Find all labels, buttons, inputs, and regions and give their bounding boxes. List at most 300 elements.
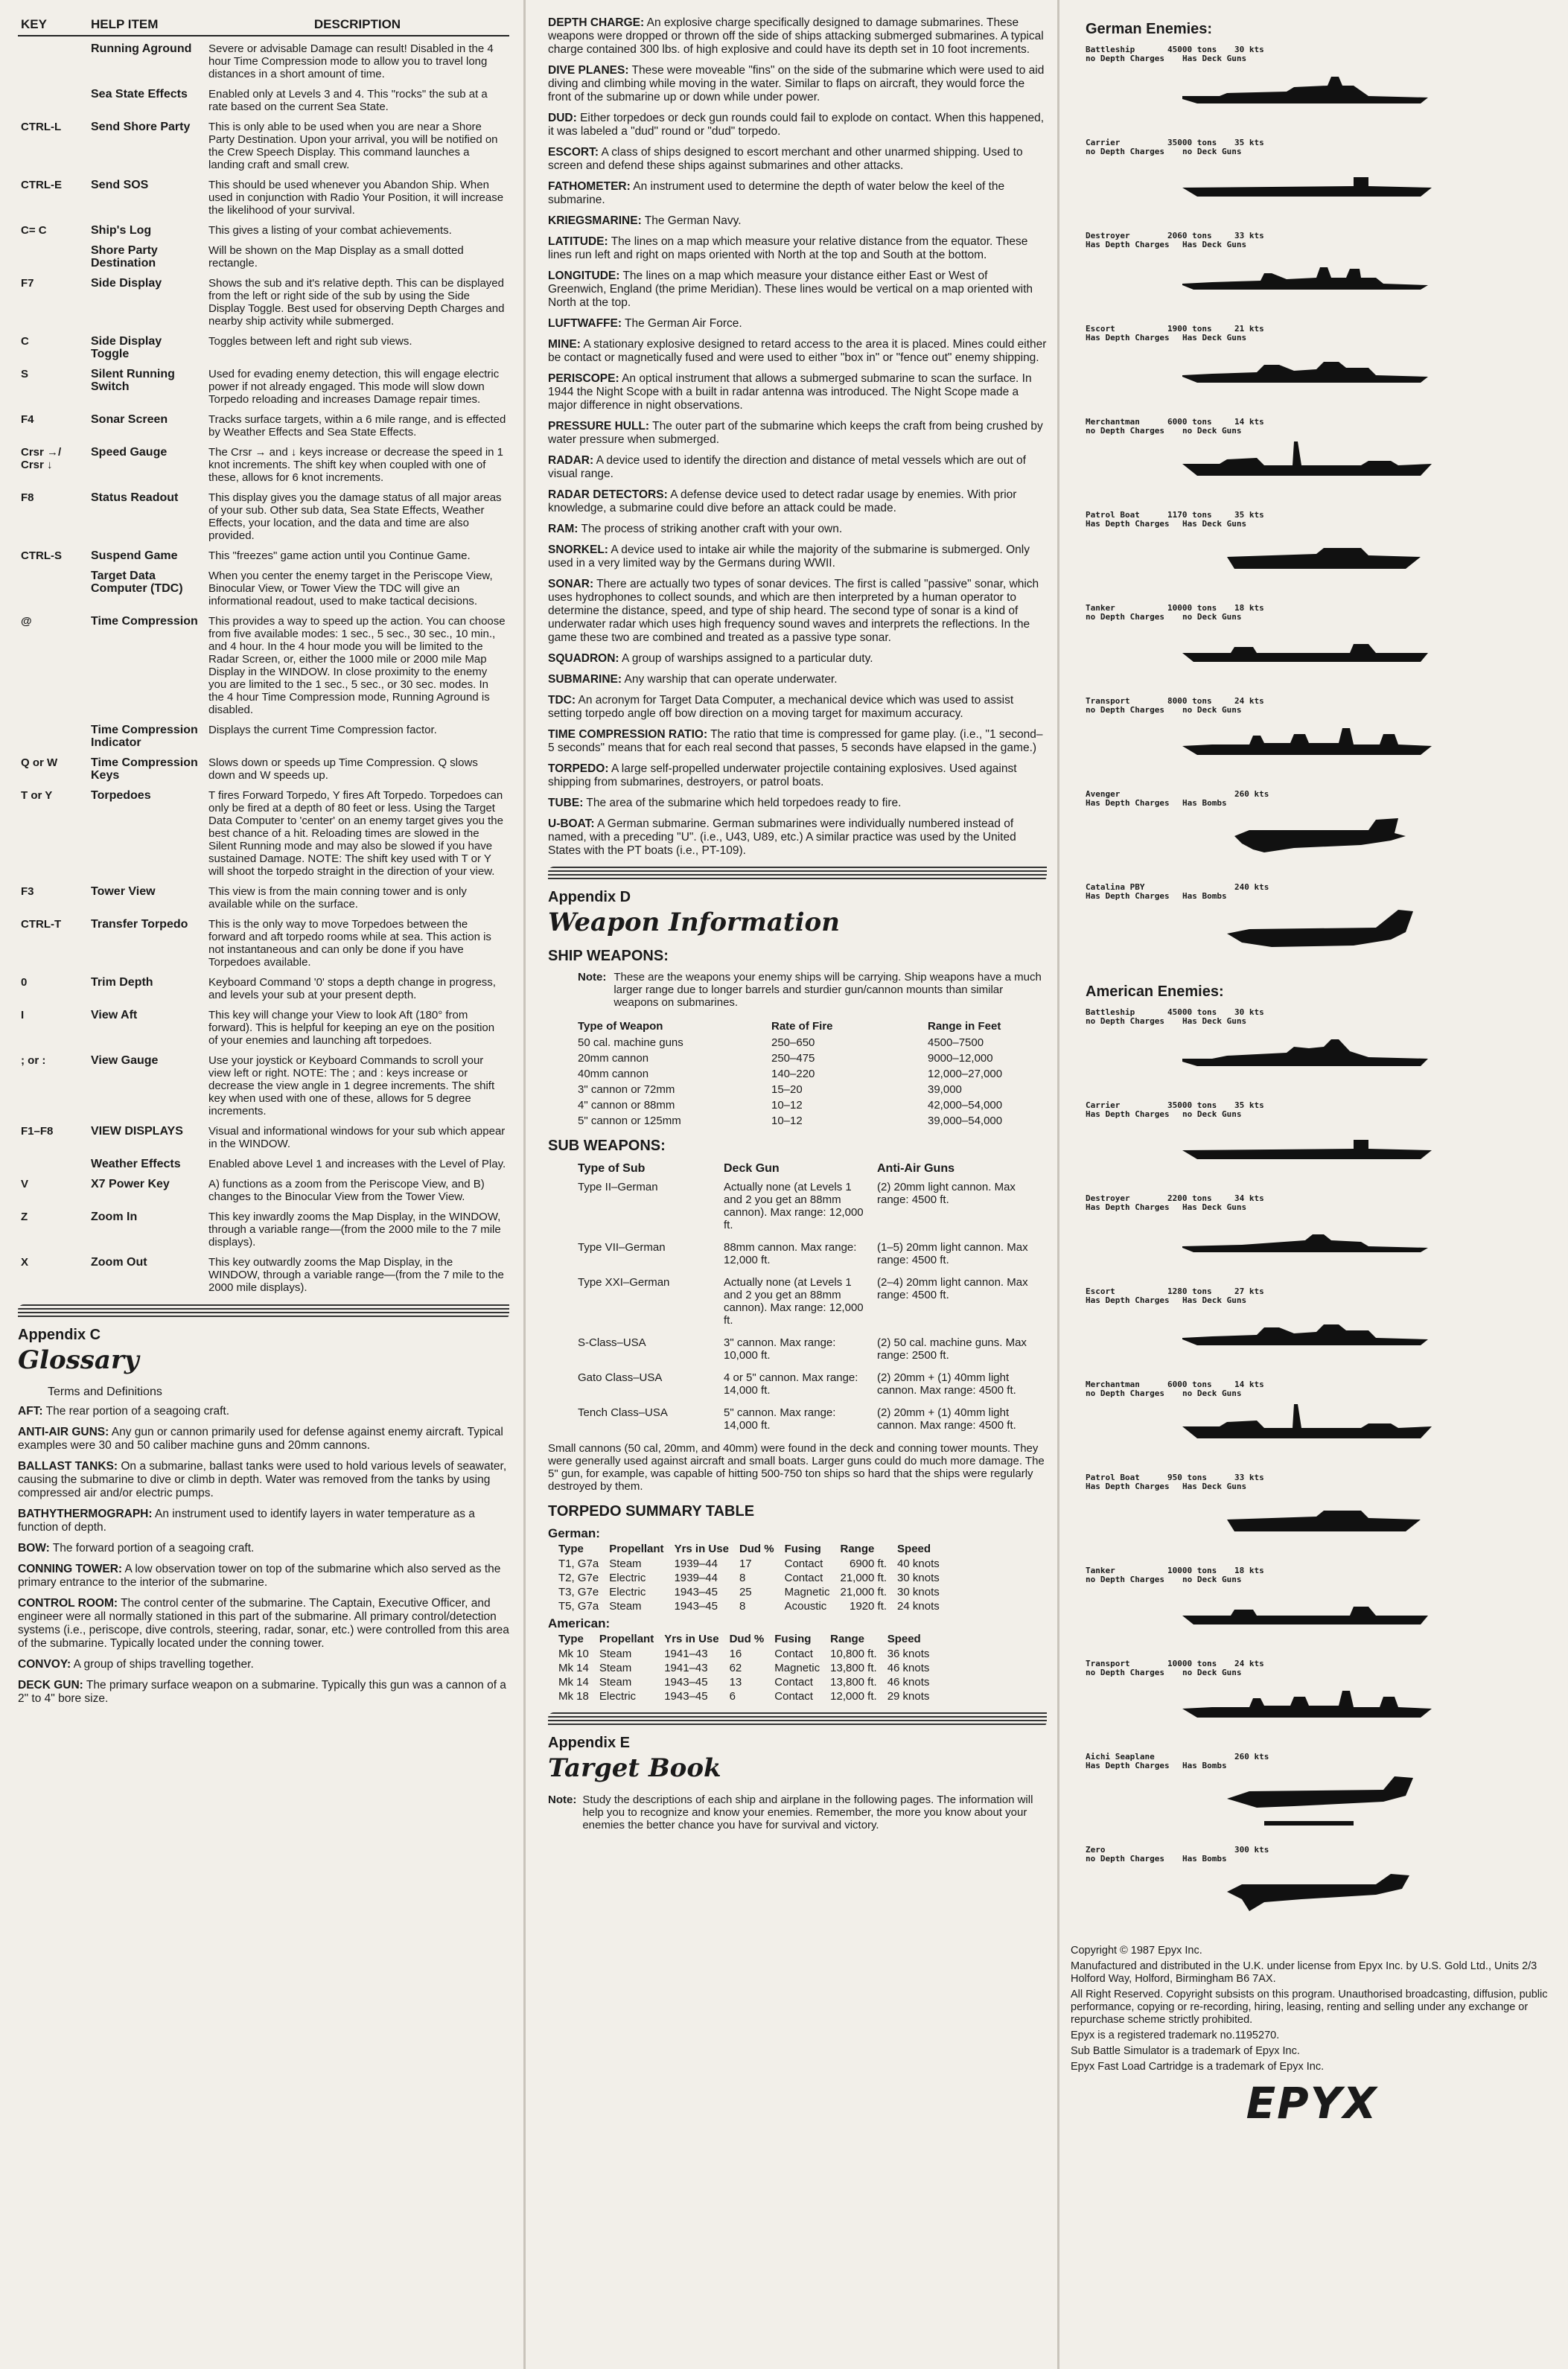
description-cell: Slows down or speeds up Time Compression. Q slows down and W speeds up. [208, 756, 478, 782]
help-item-cell: Tower View [91, 885, 156, 898]
description-cell: This is only able to be used when you are near a Shore Party Destination. Upon your arrival, you will be notified on the Crew Speech Display. This command launches a landing craft and small crew. [208, 121, 498, 171]
description-cell: Visual and informational windows for your sub which appear in the WINDOW. [208, 1125, 506, 1150]
table-cell: (2) 20mm light cannon. Max range: 4500 ft. [877, 1181, 1016, 1206]
copyright-line: Manufactured and distributed in the U.K. under license from Epyx Inc. by U.S. Gold Ltd., Units 2/3 Holford Way, Holford, Birmingham B6 7AX. [1071, 1960, 1537, 1985]
glossary-list [18, 1405, 509, 1706]
target-entry [1071, 1287, 1553, 1380]
glossary-entry [18, 1658, 509, 1671]
glossary-term: RADAR DETECTORS: [548, 488, 668, 501]
help-item-cell: Shore Party Destination [91, 244, 158, 270]
table-cell: Mk 10 [558, 1648, 589, 1660]
table-cell: 36 knots [887, 1648, 930, 1660]
target-guns: Has Bombs [1182, 1854, 1227, 1863]
description-cell: This key inwardly zooms the Map Display, in the WINDOW, through a variable range—(from the 2000 mile to the 7 mile displays). [208, 1211, 501, 1249]
help-item-cell: Ship's Log [91, 224, 152, 237]
target-depth-charges: Has Depth Charges [1086, 1109, 1170, 1119]
table-cell: 1920 ft. [850, 1600, 887, 1613]
torpedo-col-header: Speed [887, 1633, 921, 1645]
target-entry [1071, 418, 1553, 511]
table-row [578, 1404, 1054, 1439]
key-cell: I [21, 1009, 25, 1021]
target-depth-charges: no Depth Charges [1086, 426, 1164, 436]
copyright-line: Epyx is a registered trademark no.1195270. [1071, 2030, 1280, 2041]
glossary-term: TIME COMPRESSION RATIO: [548, 728, 708, 741]
target-armament [1086, 1482, 1553, 1491]
table-cell: Contact [774, 1690, 813, 1703]
key-cell: T or Y [21, 789, 53, 802]
escort-silhouette-icon [1182, 1311, 1435, 1371]
table-cell: Actually none (at Levels 1 and 2 you get an 88mm cannon). Max range: 12,000 ft. [724, 1276, 864, 1327]
carrier-silhouette-icon [1182, 162, 1435, 222]
col-type: Type of Weapon [578, 1020, 663, 1033]
help-item-cell: Time Compression Indicator [91, 724, 198, 749]
target-speed: 30 kts [1234, 45, 1264, 54]
catalina-silhouette-icon [1182, 907, 1435, 966]
description-cell: Tracks surface targets, within a 6 mile range, and is effected by Weather Effects and Sea State Effects. [208, 413, 506, 439]
description-cell: Toggles between left and right sub views. [208, 335, 412, 348]
target-speed: 35 kts [1234, 510, 1264, 520]
table-row [578, 1097, 1010, 1113]
glossary-term: TORPEDO: [548, 762, 609, 775]
help-item-cell: Sea State Effects [91, 88, 188, 101]
table-cell: 39,000 [928, 1083, 962, 1096]
help-item-cell: Side Display [91, 277, 162, 290]
description-cell: Enabled only at Levels 3 and 4. This "rocks" the sub at a rate based on the current Sea State. [208, 88, 488, 113]
description-cell: This view is from the main conning tower and is only available while on the surface. [208, 885, 467, 911]
table-row [578, 1082, 1010, 1097]
target-speed: 33 kts [1234, 1473, 1264, 1482]
target-guns: Has Deck Guns [1182, 519, 1247, 529]
note-text: Study the descriptions of each ship and airplane in the following pages. The information will help you to recognize and know your enemies. Remember, the more you know about your enemies the better chance you have for survival and victory. [582, 1794, 1033, 1831]
american-enemies-list [1071, 1008, 1553, 1939]
target-armament [1086, 799, 1553, 808]
appendix-e-label: Appendix E [548, 1735, 631, 1751]
target-armament [1086, 1855, 1553, 1863]
merchant-silhouette-icon [1182, 441, 1435, 501]
table-cell: Type II–German [578, 1181, 658, 1193]
table-row [18, 1172, 509, 1205]
table-cell: 1943–45 [674, 1600, 718, 1613]
table-cell: 10,800 ft. [830, 1648, 877, 1660]
target-depth-charges: no Depth Charges [1086, 1016, 1164, 1026]
target-tonnage: 45000 tons [1167, 45, 1217, 54]
table-row [578, 1035, 1010, 1050]
table-row [578, 1050, 1010, 1066]
note-text: These are the weapons your enemy ships will be carrying. Ship weapons have a much larger range due to longer barrels and sturdier gun/cannon mounts than similar weapons on submarines. [614, 971, 1042, 1009]
glossary-entry [548, 454, 1047, 481]
glossary-entry [548, 146, 1047, 173]
target-entry [1071, 1753, 1553, 1846]
glossary-term: BOW: [18, 1542, 50, 1555]
glossary-term: LONGITUDE: [548, 270, 620, 282]
glossary-entry [548, 372, 1047, 412]
glossary-definition: A stationary explosive designed to retard access to the area it is placed. Mines could either be contact or magnetically fused and were used to either "box in" or "fence out" enemy shipping. [548, 338, 1047, 364]
glossary-term: DIVE PLANES: [548, 64, 629, 77]
glossary-term: RADAR: [548, 454, 594, 467]
key-cell: CTRL-S [21, 549, 62, 562]
target-armament [1086, 240, 1553, 249]
glossary-term: CONNING TOWER: [18, 1563, 123, 1575]
table-row [578, 1066, 1010, 1082]
target-guns: Has Deck Guns [1182, 1016, 1247, 1026]
table-cell: Steam [609, 1600, 642, 1613]
appendix-c-title: Glossary [18, 1345, 139, 1375]
german-torpedo-table [558, 1541, 950, 1613]
glossary-definition: The process of striking another craft with your own. [581, 523, 843, 535]
target-name: Merchantman [1086, 417, 1140, 427]
table-cell: 40mm cannon [578, 1068, 649, 1080]
table-row [18, 783, 509, 879]
target-guns: no Deck Guns [1182, 1575, 1242, 1584]
target-entry [1071, 511, 1553, 604]
target-speed: 14 kts [1234, 1380, 1264, 1389]
target-depth-charges: Has Depth Charges [1086, 1202, 1170, 1212]
table-cell: 1941–43 [664, 1648, 708, 1660]
glossary-term: FATHOMETER: [548, 180, 631, 193]
glossary-definition: The primary surface weapon on a submarine. Typically this gun was a cannon of a 2" to 4" bore size. [18, 1679, 506, 1705]
description-cell: Will be shown on the Map Display as a small dotted rectangle. [208, 244, 464, 270]
target-speed: 34 kts [1234, 1193, 1264, 1203]
table-cell: 13,800 ft. [830, 1676, 877, 1689]
table-row [18, 1119, 509, 1152]
help-item-cell: Send Shore Party [91, 121, 191, 133]
glossary-definition: A class of ships designed to escort merchant and other unarmed shipping. Used to screen and defend these ships against submarines and other attacks. [548, 146, 1023, 172]
target-entry [1071, 790, 1553, 883]
glossary-entry [548, 578, 1047, 645]
copyright-block [1071, 1945, 1553, 2073]
table-cell: Electric [599, 1690, 637, 1703]
table-cell: Type XXI–German [578, 1276, 670, 1289]
description-cell: This key outwardly zooms the Map Display, in the WINDOW, through a variable range—(from the 7 mile to the 2000 mile displays). [208, 1256, 504, 1294]
table-cell: 1943–45 [664, 1676, 708, 1689]
table-row [18, 238, 509, 271]
table-cell: 1943–45 [674, 1586, 718, 1598]
table-cell: 46 knots [887, 1662, 930, 1674]
key-cell: F3 [21, 885, 34, 898]
table-row [18, 485, 509, 543]
table-row [558, 1599, 950, 1613]
seaplane-silhouette-icon [1182, 1776, 1435, 1836]
table-cell: 25 [739, 1586, 752, 1598]
table-row [18, 440, 509, 485]
col-rate: Rate of Fire [771, 1020, 833, 1033]
glossary-definition: The control center of the submarine. The Captain, Executive Officer, and engineer were all normally stationed in this part of the submarine. All primary control/detection systems (i.e., periscope, dive controls, steering, radar, sonar, etc.) were controlled from this area of the submarine. Typically located under the conning tower. [18, 1597, 509, 1650]
table-row [578, 1274, 1054, 1334]
target-guns: no Deck Guns [1182, 1109, 1242, 1119]
glossary-definition: The ratio that time is compressed for game play. (i.e., "1 second–5 seconds" means that for each real second that passes, 5 seconds have elapsed in the game.) [548, 728, 1043, 754]
target-depth-charges: no Depth Charges [1086, 1388, 1164, 1398]
avenger-silhouette-icon [1182, 814, 1435, 873]
help-item-cell: X7 Power Key [91, 1178, 170, 1190]
target-armament [1086, 892, 1553, 901]
target-speed: 24 kts [1234, 696, 1264, 706]
torpedo-col-header: Range [830, 1633, 864, 1645]
table-row [578, 1369, 1054, 1404]
appendix-e-title: Target Book [548, 1753, 721, 1783]
glossary-entry [548, 338, 1047, 365]
target-guns: no Deck Guns [1182, 147, 1242, 156]
header-key: KEY [18, 15, 88, 36]
target-depth-charges: Has Depth Charges [1086, 1295, 1170, 1305]
target-armament [1086, 1389, 1553, 1398]
zero-silhouette-icon [1182, 1869, 1435, 1929]
table-cell: (2) 20mm + (1) 40mm light cannon. Max range: 4500 ft. [877, 1371, 1016, 1397]
glossary-term: TDC: [548, 694, 576, 707]
battleship-silhouette-icon [1182, 69, 1435, 129]
torpedo-col-header: Fusing [784, 1543, 821, 1555]
tanker-silhouette-icon [1182, 628, 1435, 687]
target-depth-charges: no Depth Charges [1086, 1668, 1164, 1677]
table-row [18, 36, 509, 82]
col-anti-air: Anti-Air Guns [877, 1162, 954, 1175]
col-deck-gun: Deck Gun [724, 1162, 780, 1175]
target-speed: 300 kts [1234, 1845, 1269, 1855]
glossary-definition: The German Air Force. [625, 317, 742, 330]
glossary-entry [18, 1405, 509, 1418]
wave-divider [548, 1712, 1047, 1727]
target-name: Patrol Boat [1086, 1473, 1140, 1482]
destroyer-silhouette-icon [1182, 255, 1435, 315]
help-item-cell: Send SOS [91, 179, 149, 191]
table-cell: 1943–45 [664, 1690, 708, 1703]
target-depth-charges: no Depth Charges [1086, 147, 1164, 156]
help-item-cell: Trim Depth [91, 976, 153, 989]
target-armament [1086, 147, 1553, 156]
help-item-cell: Weather Effects [91, 1158, 181, 1170]
target-armament [1086, 706, 1553, 715]
target-speed: 27 kts [1234, 1286, 1264, 1296]
target-depth-charges: no Depth Charges [1086, 612, 1164, 622]
target-tonnage: 8000 tons [1167, 696, 1212, 706]
column-left [0, 0, 521, 2369]
glossary-entry [18, 1460, 509, 1500]
transport-silhouette-icon [1182, 1683, 1435, 1743]
table-cell: (1–5) 20mm light cannon. Max range: 4500 ft. [877, 1241, 1028, 1266]
glossary-definition: An instrument used to identify layers in water temperature as a function of depth. [18, 1508, 475, 1534]
table-cell: 17 [739, 1557, 752, 1570]
description-cell: This "freezes" game action until you Continue Game. [208, 549, 471, 562]
target-name: Destroyer [1086, 1193, 1130, 1203]
glossary-term: CONTROL ROOM: [18, 1597, 118, 1610]
description-cell: This provides a way to speed up the action. You can choose from five available modes: 1 sec., 5 sec., 30 sec., 10 min., and 4 hour. In the 4 hour mode you will be limited to the Radar Screen, or, either the 1000 mile or 2000 mile Map Display in the WINDOW. In close proximity to the enemy you are limited to the 1 sec., 5 sec., or 30 sec. modes. In the 4 hour Time Compression mode, Running Aground is disabled. [208, 615, 506, 716]
glossary-term: CONVOY: [18, 1658, 71, 1671]
key-cell: CTRL-T [21, 918, 62, 931]
target-speed: 24 kts [1234, 1659, 1264, 1668]
glossary-entry [548, 112, 1047, 138]
target-armament [1086, 1668, 1553, 1677]
target-entry [1071, 1101, 1553, 1194]
target-speed: 14 kts [1234, 417, 1264, 427]
target-tonnage: 10000 tons [1167, 603, 1217, 613]
help-item-cell: Status Readout [91, 491, 179, 504]
carrier-silhouette-icon [1182, 1125, 1435, 1184]
key-cell: CTRL-L [21, 121, 62, 133]
page-fold [523, 0, 526, 2369]
target-entry [1071, 232, 1553, 325]
target-armament [1086, 1761, 1553, 1770]
glossary-term: SONAR: [548, 578, 594, 590]
description-cell: Keyboard Command '0' stops a depth change in progress, and levels your sub at your present depth. [208, 976, 496, 1001]
table-cell: T1, G7a [558, 1557, 599, 1570]
table-cell: 13 [729, 1676, 742, 1689]
glossary-term: U-BOAT: [548, 817, 595, 830]
table-cell: 5" cannon or 125mm [578, 1115, 681, 1127]
table-cell: (2) 20mm + (1) 40mm light cannon. Max range: 4500 ft. [877, 1406, 1016, 1432]
table-row [18, 407, 509, 440]
table-row [18, 218, 509, 238]
glossary-definition: An instrument used to determine the depth of water below the keel of the submarine. [548, 180, 1005, 206]
target-speed: 33 kts [1234, 231, 1264, 240]
glossary-subtitle: Terms and Definitions [48, 1386, 162, 1398]
table-cell: 10–12 [771, 1099, 803, 1112]
key-cell: 0 [21, 976, 28, 989]
glossary-term: RAM: [548, 523, 579, 535]
glossary-term: DEPTH CHARGE: [548, 16, 645, 29]
wave-divider [548, 867, 1047, 881]
table-cell: Mk 14 [558, 1676, 589, 1689]
key-cell: @ [21, 615, 32, 628]
glossary-definition: An acronym for Target Data Computer, a mechanical device which was used to assist setting torpedo angle off bow direction on a moving target for maximum accuracy. [548, 694, 1014, 720]
key-cell: Crsr →/ Crsr ↓ [21, 446, 62, 471]
glossary-entry [548, 270, 1047, 310]
target-name: Aichi Seaplane [1086, 1752, 1155, 1761]
table-row [558, 1557, 950, 1571]
table-cell: (2–4) 20mm light cannon. Max range: 4500 ft. [877, 1276, 1028, 1301]
key-cell: ; or : [21, 1054, 46, 1067]
table-cell: 30 knots [897, 1586, 940, 1598]
target-speed: 35 kts [1234, 138, 1264, 147]
wave-divider [18, 1304, 509, 1319]
glossary-definition: The outer part of the submarine which keeps the craft from being crushed by water pressure when submerged. [548, 420, 1043, 446]
target-tonnage: 950 tons [1167, 1473, 1207, 1482]
glossary-entry [548, 523, 1047, 536]
target-entry [1071, 1659, 1553, 1753]
glossary-entry [548, 762, 1047, 789]
glossary-term: ANTI-AIR GUNS: [18, 1426, 109, 1438]
table-row [18, 329, 509, 362]
glossary-entry [548, 694, 1047, 721]
target-speed: 18 kts [1234, 603, 1264, 613]
target-book-note [548, 1794, 1047, 1831]
copyright-line: All Right Reserved. Copyright subsists on this program. Unauthorised broadcasting, diffusion, public performance, copying or re-recording, hiring, leasing, renting and selling under any exchange or repurchase scheme strictly prohibited. [1071, 1989, 1548, 2026]
table-cell: 62 [729, 1662, 742, 1674]
ship-weapons-note [578, 971, 1047, 1009]
target-depth-charges: no Depth Charges [1086, 1575, 1164, 1584]
glossary-entry [18, 1426, 509, 1453]
table-row [18, 115, 509, 173]
key-cell: C [21, 335, 29, 348]
glossary-definition: The lines on a map which measure your relative distance from the equator. These lines run left and right on maps oriented with North at the top and South at the bottom. [548, 235, 1028, 261]
target-tonnage: 6000 tons [1167, 417, 1212, 427]
target-speed: 260 kts [1234, 789, 1269, 799]
key-cell: F8 [21, 491, 34, 504]
table-cell: 15–20 [771, 1083, 803, 1096]
table-row [18, 1152, 509, 1172]
target-armament [1086, 613, 1553, 622]
glossary-list-continued [548, 16, 1047, 858]
target-name: Escort [1086, 1286, 1115, 1296]
glossary-entry [548, 317, 1047, 331]
sub-weapons-heading: SUB WEAPONS: [548, 1138, 666, 1154]
target-entry [1071, 604, 1553, 697]
table-cell: T3, G7e [558, 1586, 599, 1598]
target-depth-charges: no Depth Charges [1086, 54, 1164, 63]
target-name: Escort [1086, 324, 1115, 334]
target-tonnage: 45000 tons [1167, 1007, 1217, 1017]
target-speed: 260 kts [1234, 1752, 1269, 1761]
help-item-cell: Zoom Out [91, 1256, 147, 1269]
glossary-term: TUBE: [548, 797, 584, 809]
key-cell: C= C [21, 224, 47, 237]
merchant-silhouette-icon [1182, 1404, 1435, 1464]
table-cell: 5" cannon. Max range: 14,000 ft. [724, 1406, 836, 1432]
target-guns: Has Deck Guns [1182, 1202, 1247, 1212]
key-cell: V [21, 1178, 29, 1190]
target-armament [1086, 1017, 1553, 1026]
glossary-entry [548, 543, 1047, 570]
key-cell: CTRL-E [21, 179, 62, 191]
target-entry [1071, 138, 1553, 232]
help-item-cell: Running Aground [91, 42, 192, 55]
glossary-term: LATITUDE: [548, 235, 608, 248]
copyright-line: Sub Battle Simulator is a trademark of Epyx Inc. [1071, 2045, 1300, 2057]
table-cell: Type VII–German [578, 1241, 666, 1254]
target-speed: 240 kts [1234, 882, 1269, 892]
table-row [18, 543, 509, 564]
glossary-entry [18, 1563, 509, 1590]
table-cell: T5, G7a [558, 1600, 599, 1613]
table-cell: 21,000 ft. [840, 1572, 887, 1584]
table-row [578, 1113, 1010, 1129]
help-item-cell: Speed Gauge [91, 446, 168, 459]
glossary-entry [548, 214, 1047, 228]
target-depth-charges: Has Depth Charges [1086, 798, 1170, 808]
help-item-cell: Torpedoes [91, 789, 151, 802]
glossary-definition: A device used to intake air while the majority of the submarine is submerged. Only used in a very limited way by the Germans during WWII. [548, 543, 1030, 570]
target-entry [1071, 1846, 1553, 1939]
glossary-term: KRIEGSMARINE: [548, 214, 642, 227]
target-name: Zero [1086, 1845, 1106, 1855]
target-armament [1086, 427, 1553, 436]
target-entry [1071, 1473, 1553, 1566]
table-cell: 4 or 5" cannon. Max range: 14,000 ft. [724, 1371, 858, 1397]
table-cell: 88mm cannon. Max range: 12,000 ft. [724, 1241, 857, 1266]
glossary-definition: The rear portion of a seagoing craft. [45, 1405, 230, 1418]
glossary-definition: On a submarine, ballast tanks were used to hold various levels of seawater, causing the submarine to dive or climb in depth. Water was removed from the tanks by using compressed air and/or electric pumps. [18, 1460, 507, 1499]
help-item-cell: Sonar Screen [91, 413, 168, 426]
glossary-definition: The lines on a map which measure your distance either East or West of Greenwich, England (the prime Meridian). These lines would be vertical on a map oriented with North at the top. [548, 270, 1033, 309]
glossary-definition: A low observation tower on top of the submarine which also served as the primary entrance to the interior of the submarine. [18, 1563, 501, 1589]
description-cell: This is the only way to move Torpedoes between the forward and aft torpedo rooms while at sea. This action is not instantaneous and can only be done if you have Torpedoes available. [208, 918, 491, 969]
table-cell: 6 [729, 1690, 736, 1703]
table-cell: 30 knots [897, 1572, 940, 1584]
target-guns: Has Deck Guns [1182, 54, 1247, 63]
table-row [558, 1661, 940, 1675]
header-description: DESCRIPTION [205, 15, 509, 36]
glossary-definition: These were moveable "fins" on the side of the submarine which were used to aid diving and climbing while moving in the water. Similar to flaps on aircraft, they would force the front of the submarine up or down while under power. [548, 64, 1045, 103]
glossary-entry [548, 797, 1047, 810]
appendix-d-label: Appendix D [548, 889, 631, 905]
glossary-entry [548, 652, 1047, 666]
torpedo-heading: TORPEDO SUMMARY TABLE [548, 1503, 755, 1520]
note-label: Note: [548, 1794, 577, 1806]
target-tonnage: 1280 tons [1167, 1286, 1212, 1296]
target-speed: 35 kts [1234, 1100, 1264, 1110]
target-name: Battleship [1086, 45, 1135, 54]
glossary-definition: A large self-propelled underwater projectile containing explosives. Used against shipping from submarines, destroyers, or patrol boats. [548, 762, 1017, 788]
table-cell: 3" cannon or 72mm [578, 1083, 675, 1096]
target-tonnage: 10000 tons [1167, 1659, 1217, 1668]
